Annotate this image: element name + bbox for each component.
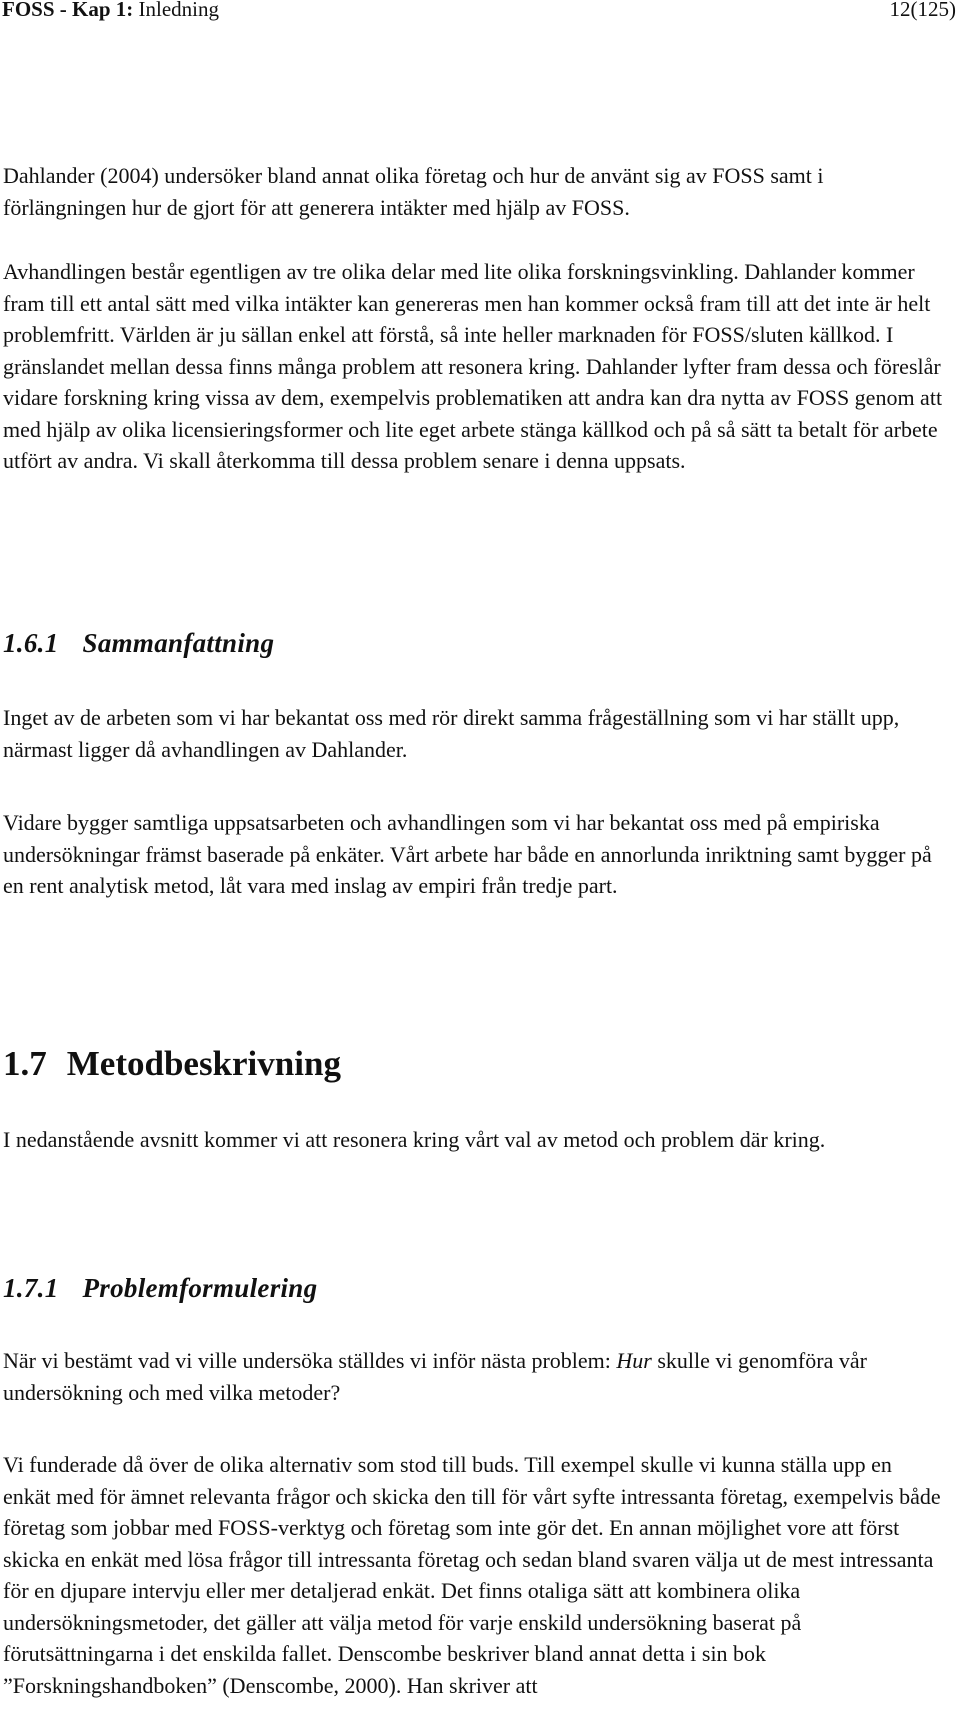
heading-title: Metodbeskrivning: [66, 1044, 341, 1083]
heading-number: 1.6.1: [3, 628, 59, 658]
heading-title: Sammanfattning: [82, 628, 275, 658]
heading-title: Problemformulering: [82, 1273, 318, 1303]
paragraph-nedanstaende: I nedanstående avsnitt kommer vi att resonera kring vårt val av metod och problem där kring.: [3, 1127, 826, 1152]
heading-number: 1.7.1: [3, 1273, 59, 1303]
heading-metodbeskrivning: [3, 1042, 341, 1086]
paragraph-inget-av: Inget av de arbeten som vi har bekantat oss med rör direkt samma frågeställning som vi har ställt upp, närmast ligger då avhandlingen av Dahlander.: [3, 705, 900, 762]
chapter-label: FOSS - Kap 1:: [2, 0, 134, 21]
paragraph-vidare-bygger: Vidare bygger samtliga uppsatsarbeten och avhandlingen som vi har bekantat oss med på empiriska undersökningar främst baserade på enkäter. Vårt arbete har både en annorlunda inriktning samt bygger på en rent analytisk metod, låt vara med inslag av empiri från tredje part.: [3, 810, 932, 898]
running-title: [2, 0, 219, 23]
text-run: skulle vi genomföra vår undersökning och med vilka metoder?: [3, 1348, 867, 1405]
chapter-title: Inledning: [138, 0, 220, 21]
paragraph-dahlander-intro: Dahlander (2004) undersöker bland annat olika företag och hur de använt sig av FOSS samt i förlängningen hur de gjort för att generera intäkter med hjälp av FOSS.: [3, 163, 824, 220]
heading-sammanfattning: [3, 626, 274, 660]
page-header: [0, 0, 960, 23]
heading-problemformulering: [3, 1271, 317, 1305]
heading-number: 1.7: [3, 1044, 47, 1083]
paragraph-nar-vi-bestamt: [3, 1345, 943, 1408]
paragraph-avhandlingen: Avhandlingen består egentligen av tre olika delar med lite olika forskningsvinkling. Dahlander kommer fram till ett antal sätt med vilka intäkter kan genereras men han kommer också fram till att det inte är helt problemfritt. Världen är ju sällan enkel att förstå, så inte heller marknaden för FOSS/sluten källkod. I gränslandet mellan dessa finns många problem att resonera kring. Dahlander lyfter fram dessa och föreslår vidare forskning kring vissa av dem, exempelvis problematiken att andra kan dra nytta av FOSS genom att med hjälp av olika licensieringsformer och lite eget arbete stänga källkod och på så sätt ta betalt för arbete utfört av andra. Vi skall återkomma till dessa problem senare i denna uppsats.: [3, 259, 943, 473]
page-number: 12(125): [889, 0, 956, 21]
text-run: När vi bestämt vad vi ville undersöka ställdes vi inför nästa problem:: [3, 1348, 617, 1373]
emphasis-hur: Hur: [616, 1348, 652, 1373]
paragraph-vi-funderade: Vi funderade då över de olika alternativ som stod till buds. Till exempel skulle vi kunna ställa upp en enkät med för ämnet relevanta frågor och skicka den till för vårt syfte intressanta företag, exempelvis både företag som jobbar med FOSS-verktyg och företag som inte gör det. En annan möjlighet vore att först skicka en enkät med lösa frågor till intressanta företag och sedan bland svaren välja ut de mest intressanta för en djupare intervju eller mer detaljerad enkät. Det finns otaliga sätt att kombinera olika undersökningsmetoder, det gäller att välja metod för varje enskild undersökning baserat på förutsättningarna i det enskilda fallet. Denscombe beskriver bland annat detta i sin bok ”Forskningshandboken” (Denscombe, 2000). Han skriver att: [3, 1452, 941, 1698]
